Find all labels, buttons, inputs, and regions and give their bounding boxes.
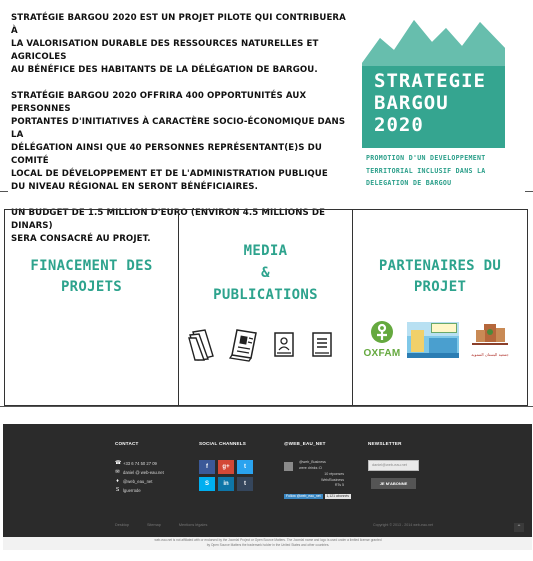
newsletter-heading: NEWSLETTER xyxy=(368,441,402,446)
twitter-count: 1,121 abonnés xyxy=(326,494,349,498)
footer-links xyxy=(115,523,207,527)
footer-link-legal[interactable]: Mentions légales xyxy=(178,523,208,527)
footer-link-sitemap[interactable]: Sitemap xyxy=(146,523,161,527)
footer-newsletter xyxy=(368,441,419,489)
avatar xyxy=(284,462,293,471)
logo-line-3: 2020 xyxy=(374,114,424,136)
back-to-top-icon[interactable]: ⌃ xyxy=(514,523,524,532)
footer-twitter xyxy=(284,441,348,502)
intro-paragraph-1: STRATÉGIE BARGOU 2020 EST UN PROJET PILOTE QUI CONTRIBUERA À LA VALORISATION DURABLE DES RESSOURCES NATURELLES ET AGRICOLES AU BÉNÉFICE DES HABITANTS DE LA DÉLÉGATION DE BARGOU. xyxy=(11,13,346,75)
divider xyxy=(0,406,533,407)
phone-icon: ☎ xyxy=(115,460,122,466)
intro-paragraph-2: STRATÉGIE BARGOU 2020 OFFRIRA 400 OPPORTUNITÉS AUX PERSONNES PORTANTES D'INITIATIVES À CARACTÈRE SOCIO-ÉCONOMIQUE DANS LA DÉLÉGATION AINSI QUE 40 PERSONNES REPRÉSENTANT(E)S DU COMITÉ LOCAL DE DÉVELOPPEMENT ET DE L'ADMINISTRATION PUBLIQUE DU NIVEAU RÉGIONAL EN SERONT BÉNÉFICIAIRES. xyxy=(11,91,346,192)
strategie-bargou-logo xyxy=(362,8,505,148)
footer-link-desktop[interactable]: Desktop xyxy=(115,523,129,527)
feature-cards xyxy=(4,209,528,406)
mail-icon: ✉ xyxy=(115,469,120,475)
divider xyxy=(0,191,533,192)
card-partenaires-title: PARTENAIRES DU PROJET xyxy=(378,258,502,295)
twitter-icon: ♦ xyxy=(116,478,119,484)
logo-line-1: STRATEGIE xyxy=(374,70,486,92)
book-icon xyxy=(271,331,297,359)
association-icon xyxy=(468,322,512,348)
oxfam-icon xyxy=(370,320,394,344)
skype-icon: S xyxy=(115,487,120,493)
skype-icon[interactable]: S xyxy=(199,477,215,491)
logo-tagline: PROMOTION D'UN DEVELOPPEMENT TERRITORIAL INCLUSIF DANS LA DELEGATION DE BARGOU xyxy=(366,154,486,187)
media-icons xyxy=(187,328,335,362)
partner-logo-3[interactable] xyxy=(465,322,515,357)
copyright: Copyright © 2013 - 2014 web-eau.net xyxy=(373,523,433,527)
linkedin-icon[interactable]: in xyxy=(218,477,234,491)
partner-logos xyxy=(363,320,515,359)
partner-logo-2[interactable] xyxy=(407,322,459,358)
contact-heading: CONTACT xyxy=(115,441,139,446)
twitter-follow-button[interactable]: Follow @web_eau_net xyxy=(286,494,321,498)
googleplus-icon[interactable]: g+ xyxy=(218,460,234,474)
newspaper-icon xyxy=(229,328,259,362)
contact-phone[interactable]: ☎ +33 6 74 50 27 09 xyxy=(115,460,157,466)
intro-paragraph-3: UN BUDGET DE 1.5 MILLION D'EURO (ENVIRON 4.5 MILLIONS DE DINARS) SERA CONSACRÉ AU PROJET. xyxy=(11,208,326,244)
document-icon xyxy=(309,331,335,359)
subscribe-button[interactable]: JE M'ABONNE xyxy=(371,478,416,489)
logo-line-2: BARGOU xyxy=(374,92,449,114)
contact-twitter[interactable]: ♦ @web_eau_net xyxy=(116,478,153,484)
card-media-title: MEDIA & PUBLICATIONS xyxy=(213,243,318,303)
contact-skype[interactable]: S lguerrode xyxy=(115,487,141,493)
tumblr-icon[interactable]: t xyxy=(237,477,253,491)
association-label: جمعية البستان التنموية xyxy=(471,352,509,357)
social-heading: SOCIAL CHANNELS xyxy=(199,441,247,446)
facebook-icon[interactable]: f xyxy=(199,460,215,474)
footer-fine-print: web-eau.net is not affiliated with or endorsed by the Joomla! Project or Open Source Matters. The Joomla! name and logo is used under a limited license granted by Open Source Matters the trademark holder in the United States and other countries. xyxy=(3,537,532,550)
oxfam-logo[interactable] xyxy=(363,320,401,359)
contact-email[interactable]: ✉ daniel @ web-eau.net xyxy=(115,469,164,475)
card-financement[interactable] xyxy=(5,210,179,405)
footer-contact xyxy=(115,441,164,495)
card-partenaires[interactable] xyxy=(353,210,527,405)
card-financement-title: FINACEMENT DES PROJETS xyxy=(30,258,153,295)
oxfam-label: OXFAM xyxy=(363,348,401,359)
pages-icon xyxy=(187,328,217,362)
twitter-widget: @web_Business were drinks :D 10 réponses Web/Business RTs 5 Follow @web_eau_net 1,121 abonnés xyxy=(286,460,349,498)
twitter-icon[interactable]: t xyxy=(237,460,253,474)
footer xyxy=(3,424,532,537)
newsletter-email-field[interactable]: daniel@web-eau.net xyxy=(368,460,419,471)
twitter-heading: @WEB_EAU_NET xyxy=(284,441,326,446)
footer-social xyxy=(199,441,253,491)
card-media[interactable] xyxy=(179,210,353,405)
